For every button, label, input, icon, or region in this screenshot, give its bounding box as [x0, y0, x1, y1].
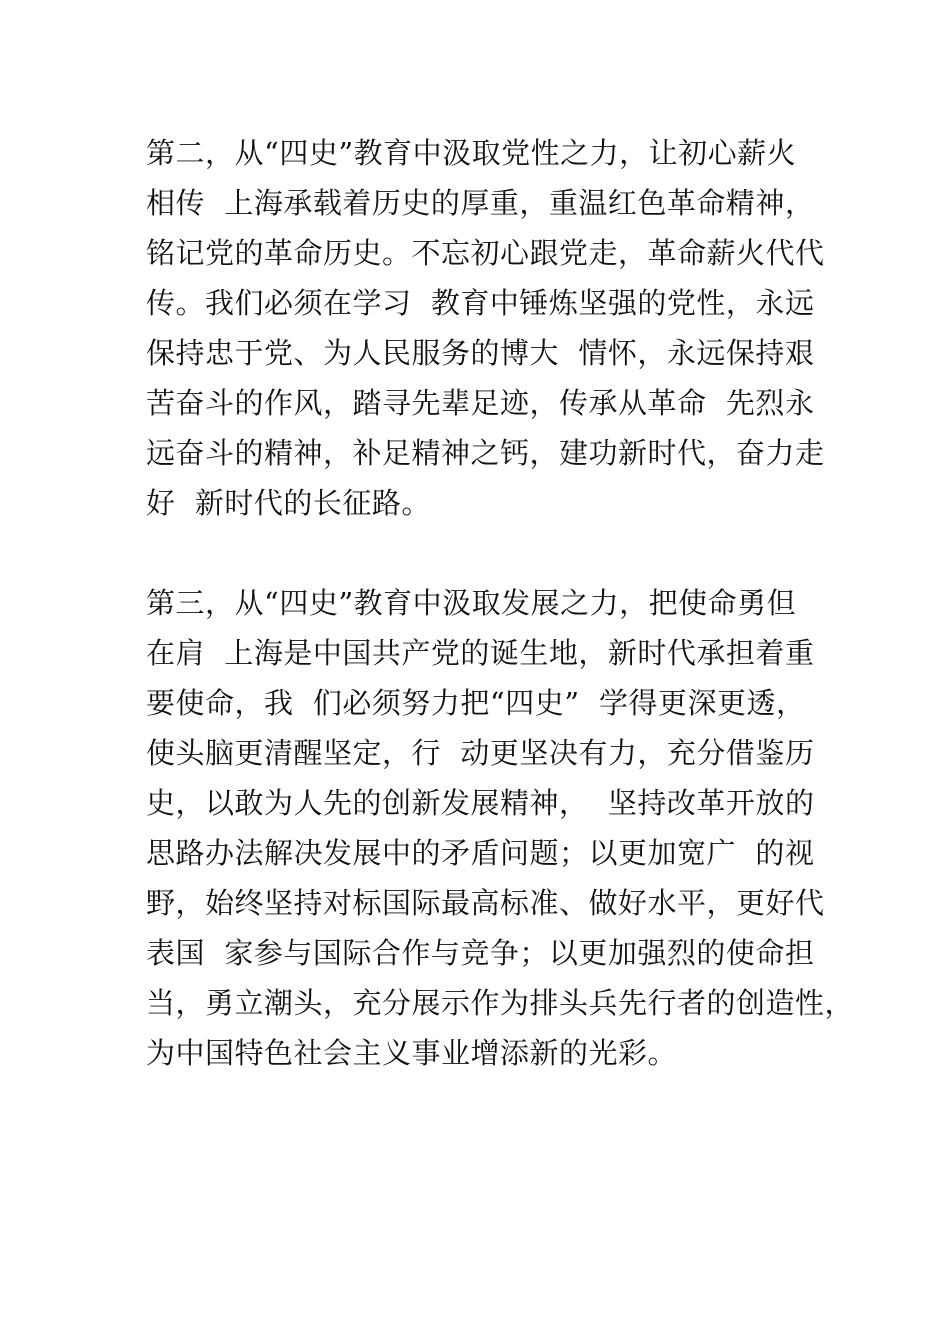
text-line: 传。我们必须在学习 教育中锤炼坚强的党性，永远: [146, 286, 815, 320]
text-line: 好 新时代的长征路。: [146, 486, 431, 520]
text-line: 第二，从“四史”教育中汲取党性之力，让初心薪火: [146, 136, 797, 170]
text-line: 远奋斗的精神，补足精神之钙，建功新时代，奋力走: [146, 436, 825, 470]
document-body: [146, 128, 855, 1078]
text-line: 在肩 上海是中国共产党的诞生地，新时代承担着重: [146, 636, 815, 670]
text-line: 苦奋斗的作风，踏寻先辈足迹，传承从革命 先烈永: [146, 386, 815, 420]
text-line: 表国 家参与国际合作与竞争；以更加强烈的使命担: [146, 936, 815, 970]
text-line: 相传 上海承载着历史的厚重，重温红色革命精神，: [146, 186, 815, 220]
text-line: 要使命，我 们必须努力把“四史” 学得更深更透，: [146, 686, 806, 720]
paragraph-spacer: [146, 528, 816, 578]
text-line: 铭记党的革命历史。不忘初心跟党走，革命薪火代代: [146, 236, 825, 270]
text-line: 第三，从“四史”教育中汲取发展之力，把使命勇但: [146, 586, 797, 620]
text-line: 当，勇立潮头，充分展示作为排头兵先行者的创造性，: [146, 986, 855, 1020]
text-line: 保持忠于党、为人民服务的博大 情怀，永远保持艰: [146, 336, 815, 370]
text-line: 思路办法解决发展中的矛盾问题；以更加宽广 的视: [146, 836, 815, 870]
paragraph-development: [146, 578, 855, 1078]
paragraph-party-spirit: [146, 128, 825, 528]
text-line: 史，以敢为人先的创新发展精神， 坚持改革开放的: [146, 786, 815, 820]
text-line: 使头脑更清醒坚定，行 动更坚决有力，充分借鉴历: [146, 736, 815, 770]
text-line: 野，始终坚持对标国际最高标准、做好水平，更好代: [146, 886, 825, 920]
text-line: 为中国特色社会主义事业增添新的光彩。: [146, 1036, 678, 1070]
